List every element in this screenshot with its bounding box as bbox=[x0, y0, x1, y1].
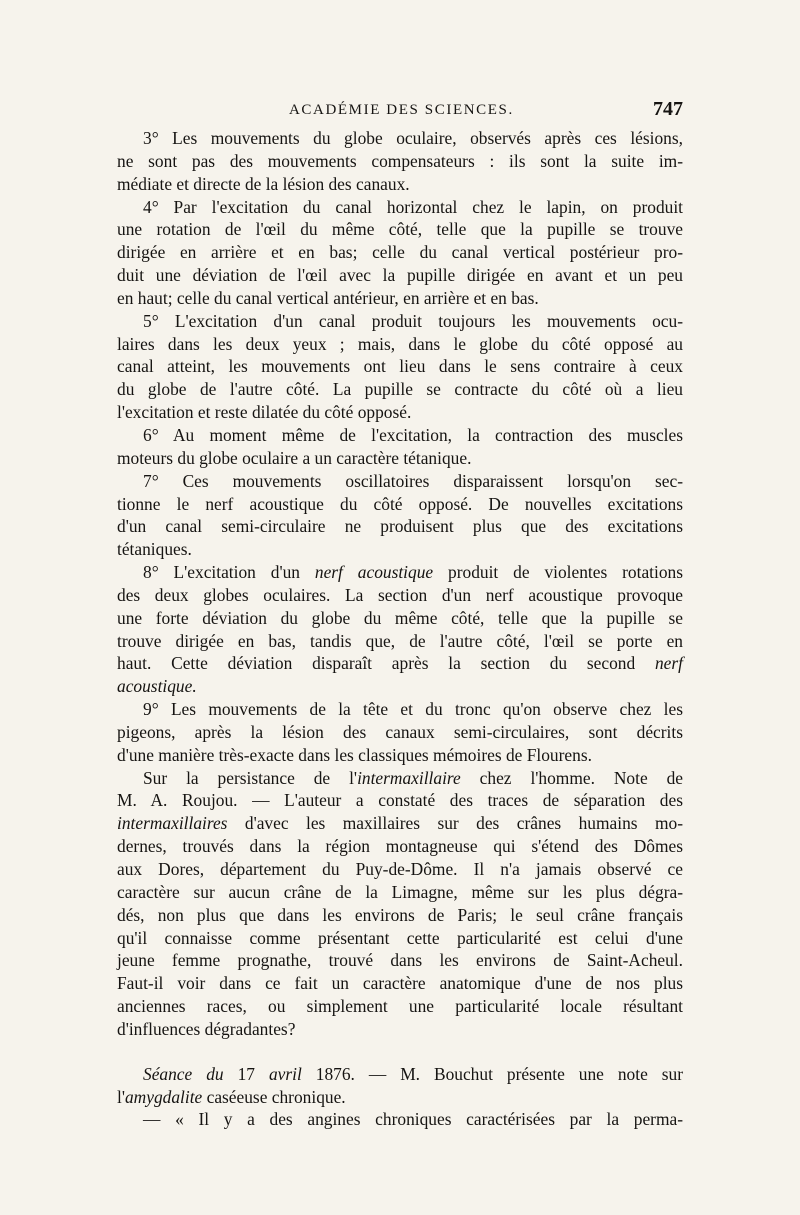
italic-text: Séance du bbox=[143, 1063, 224, 1084]
text-span: tétaniques. bbox=[117, 539, 192, 560]
text-span: chez l'homme. Note de bbox=[460, 767, 683, 788]
text-line bbox=[117, 972, 683, 995]
text-line bbox=[117, 378, 683, 401]
text-span: une rotation de l'œil du même côté, telle que la pupille se trouve bbox=[117, 219, 683, 240]
text-line bbox=[117, 584, 683, 607]
text-line bbox=[117, 607, 683, 630]
text-line bbox=[117, 1063, 683, 1086]
text-line bbox=[117, 927, 683, 950]
text-line bbox=[117, 812, 683, 835]
text-line bbox=[117, 333, 683, 356]
text-line bbox=[117, 241, 683, 264]
text-span: laires dans les deux yeux ; mais, dans le globe du côté opposé au bbox=[117, 333, 683, 354]
text-span: 4° Par l'excitation du canal horizontal chez le lapin, on produit bbox=[143, 196, 683, 217]
text-span: 5° L'excitation d'un canal produit toujours les mouvements ocu- bbox=[143, 310, 683, 331]
italic-text: intermaxillaires bbox=[117, 813, 228, 834]
text-line bbox=[117, 652, 683, 675]
text-span: d'une manière très-exacte dans les classiques mémoires de Flourens. bbox=[117, 744, 592, 765]
text-line bbox=[117, 470, 683, 493]
text-line bbox=[117, 1018, 683, 1041]
text-line bbox=[117, 995, 683, 1018]
text-span: trouve dirigée en bas, tandis que, de l'autre côté, l'œil se porte en bbox=[117, 630, 683, 651]
text-span: caséeuse chronique. bbox=[202, 1086, 346, 1107]
text-line bbox=[117, 127, 683, 150]
italic-text: amygdalite bbox=[124, 1086, 203, 1107]
section-gap bbox=[117, 1041, 683, 1063]
text-line bbox=[117, 744, 683, 767]
text-span: ne sont pas des mouvements compensateurs : ils sont la suite im- bbox=[117, 150, 683, 171]
text-span: 7° Ces mouvements oscillatoires disparaissent lorsqu'on sec- bbox=[143, 470, 683, 491]
text-line bbox=[117, 789, 683, 812]
text-span: anciennes races, ou simplement une particularité locale résultant bbox=[117, 996, 683, 1017]
text-span: Sur la persistance de l' bbox=[143, 767, 358, 788]
text-span: une forte déviation du globe du même côté, telle que la pupille se bbox=[117, 607, 683, 628]
text-span: pigeons, après la lésion des canaux semi-circulaires, sont décrits bbox=[117, 721, 683, 742]
text-span: jeune femme prognathe, trouvé dans les environs de Saint-Acheul. bbox=[117, 950, 683, 971]
text-span: produit de violentes rotations bbox=[433, 562, 683, 583]
text-line bbox=[117, 196, 683, 219]
text-span: médiate et directe de la lésion des canaux. bbox=[117, 173, 410, 194]
text-span: M. A. Roujou. — L'auteur a constaté des traces de séparation des bbox=[117, 790, 683, 811]
text-span: dirigée en arrière et en bas; celle du canal vertical postérieur pro- bbox=[117, 242, 683, 263]
italic-text: acoustique. bbox=[117, 676, 197, 697]
text-span: 8° L'excitation d'un bbox=[143, 562, 315, 583]
text-span: duit une déviation de l'œil avec la pupille dirigée en avant et un peu bbox=[117, 265, 683, 286]
text-line bbox=[117, 173, 683, 196]
italic-text: nerf bbox=[654, 653, 683, 674]
text-span: en haut; celle du canal vertical antérieur, en arrière et en bas. bbox=[117, 287, 539, 308]
text-line bbox=[117, 538, 683, 561]
text-line bbox=[117, 675, 683, 698]
italic-text: avril bbox=[268, 1063, 302, 1084]
page-header bbox=[117, 100, 683, 126]
text-line bbox=[117, 904, 683, 927]
text-span: haut. Cette déviation disparaît après la section du second bbox=[117, 653, 655, 674]
text-span: moteurs du globe oculaire a un caractère tétanique. bbox=[117, 447, 472, 468]
text-span: 3° Les mouvements du globe oculaire, observés après ces lésions, bbox=[143, 128, 683, 148]
text-span: caractère sur aucun crâne de la Limagne, même sur les plus dégra- bbox=[117, 881, 683, 902]
text-span: 6° Au moment même de l'excitation, la contraction des muscles bbox=[143, 424, 683, 445]
italic-text: intermaxillaire bbox=[357, 767, 461, 788]
italic-text: nerf acoustique bbox=[314, 562, 434, 583]
text-line bbox=[117, 1108, 683, 1131]
text-line bbox=[117, 698, 683, 721]
text-span: — « Il y a des angines chroniques caractérisées par la perma- bbox=[143, 1109, 683, 1130]
text-line bbox=[117, 881, 683, 904]
text-line bbox=[117, 721, 683, 744]
text-span: d'influences dégradantes? bbox=[117, 1018, 296, 1039]
text-line bbox=[117, 355, 683, 378]
text-line bbox=[117, 447, 683, 470]
text-line bbox=[117, 287, 683, 310]
text-line bbox=[117, 493, 683, 516]
text-line bbox=[117, 835, 683, 858]
text-span: l'excitation et reste dilatée du côté opposé. bbox=[117, 402, 412, 423]
text-span: 17 bbox=[223, 1063, 269, 1084]
text-span: d'un canal semi-circulaire ne produisent plus que des excitations bbox=[117, 516, 683, 537]
text-line bbox=[117, 561, 683, 584]
text-span: 9° Les mouvements de la tête et du tronc qu'on observe chez les bbox=[143, 699, 683, 720]
text-span: canal atteint, les mouvements ont lieu dans le sens contraire à ceux bbox=[117, 356, 683, 377]
text-span: dernes, trouvés dans la région montagneuse qui s'étend des Dômes bbox=[117, 836, 683, 857]
page-number: 747 bbox=[653, 98, 683, 120]
text-line bbox=[117, 767, 683, 790]
text-span: 1876. — M. Bouchut présente une note sur bbox=[301, 1063, 684, 1084]
text-line bbox=[117, 515, 683, 538]
body-text bbox=[117, 127, 683, 1131]
text-span: des deux globes oculaires. La section d'un nerf acoustique provoque bbox=[117, 584, 683, 605]
text-line bbox=[117, 424, 683, 447]
text-line bbox=[117, 310, 683, 333]
text-line bbox=[117, 630, 683, 653]
text-span: dés, non plus que dans les environs de Paris; le seul crâne français bbox=[117, 904, 683, 925]
text-span: Faut-il voir dans ce fait un caractère anatomique d'une de nos plus bbox=[117, 973, 683, 994]
text-line bbox=[117, 1086, 683, 1109]
text-span: aux Dores, département du Puy-de-Dôme. Il n'a jamais observé ce bbox=[117, 859, 683, 879]
text-span: l' bbox=[117, 1086, 125, 1107]
text-line bbox=[117, 949, 683, 972]
text-span: du globe de l'autre côté. La pupille se contracte du côté où a lieu bbox=[117, 379, 683, 400]
text-line bbox=[117, 150, 683, 173]
text-span: qu'il connaisse comme présentant cette particularité est celui d'une bbox=[117, 927, 683, 948]
text-line bbox=[117, 218, 683, 241]
text-span: d'avec les maxillaires sur des crânes humains mo- bbox=[227, 813, 683, 834]
text-line bbox=[117, 264, 683, 287]
running-title: ACADÉMIE DES SCIENCES. bbox=[289, 102, 514, 118]
text-span: tionne le nerf acoustique du côté opposé. De nouvelles excitations bbox=[117, 493, 683, 514]
text-line bbox=[117, 401, 683, 424]
text-line bbox=[117, 858, 683, 881]
